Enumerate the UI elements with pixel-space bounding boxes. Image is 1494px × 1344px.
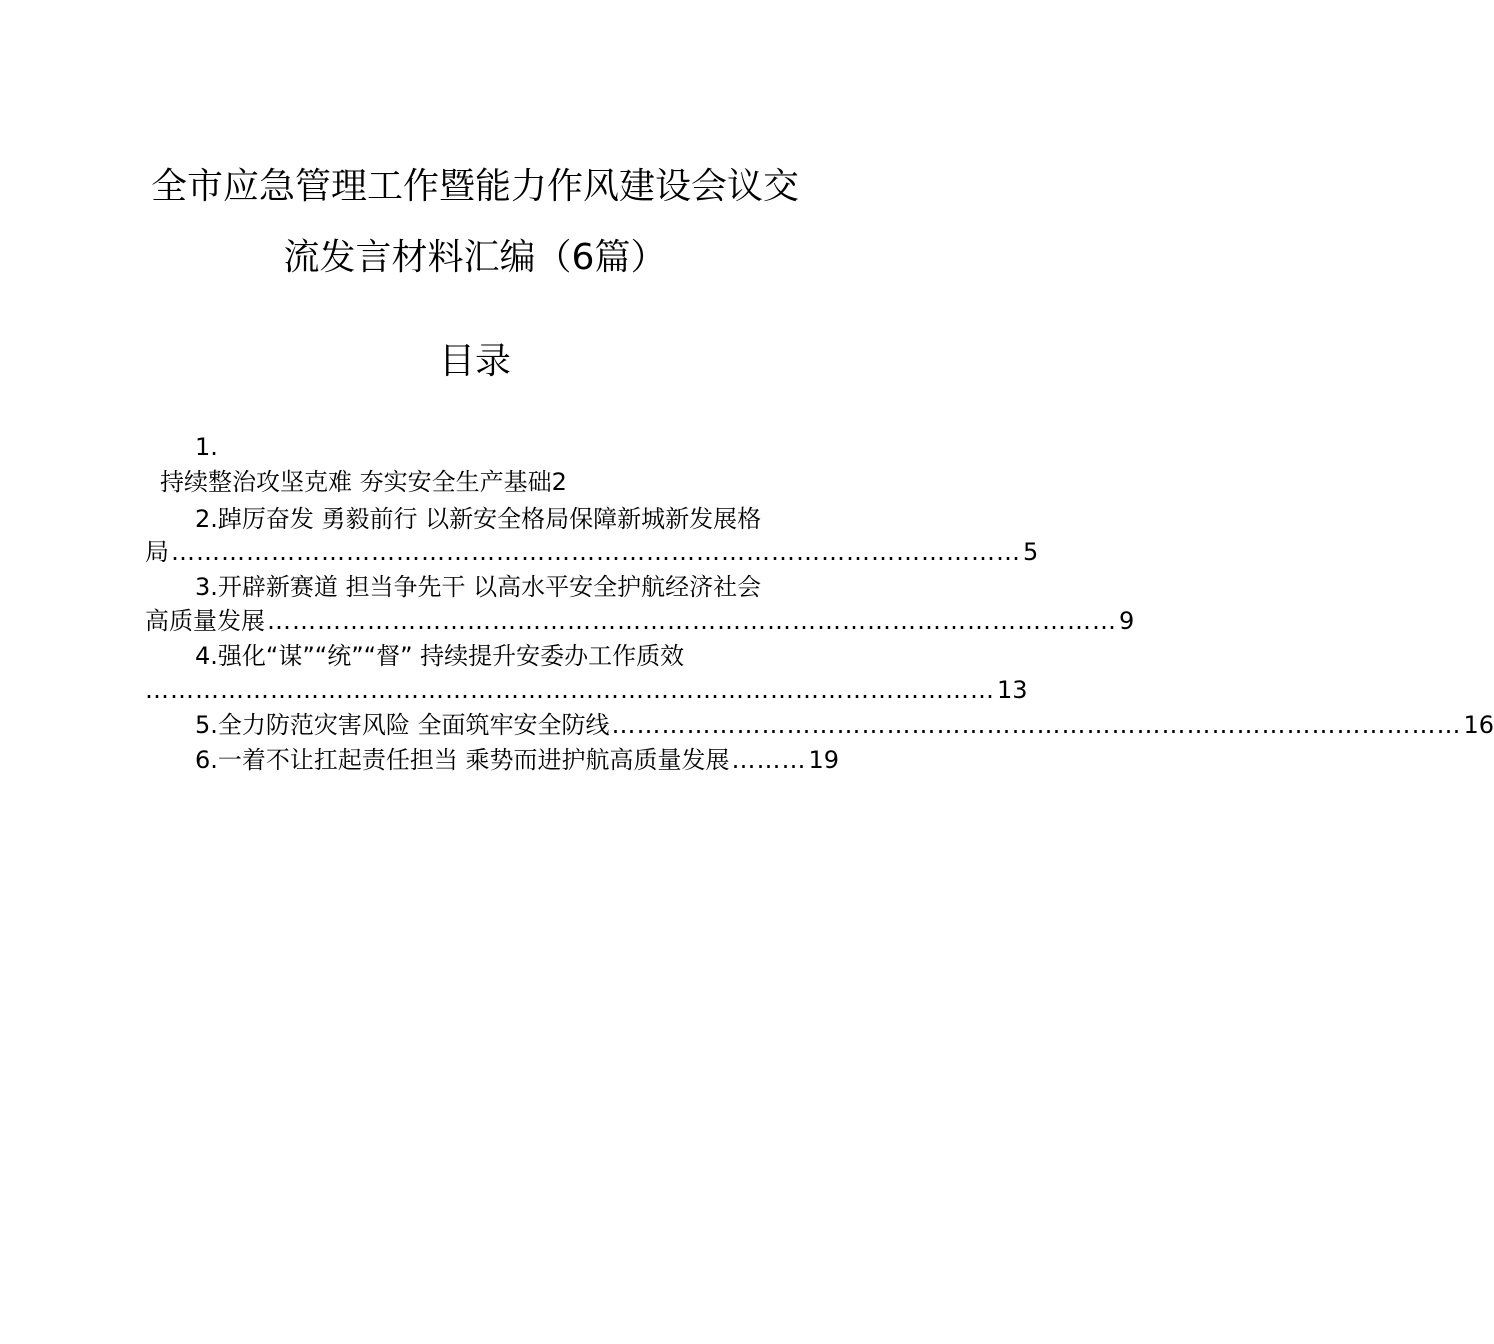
toc-entry-4-dot-leader: ………………………………………………………………………………………… xyxy=(145,676,995,704)
toc-entry-6-page: 19 xyxy=(808,746,840,774)
document-title-line-1: 全市应急管理工作暨能力作风建设会议交 xyxy=(150,166,799,207)
toc-entry-5-dot-leader: ………………………………………………………………………………………… xyxy=(611,711,1462,739)
toc-entry-2-line-1[interactable] xyxy=(145,502,805,536)
toc-entry-1-title-line[interactable] xyxy=(145,465,805,499)
toc-entry-6-title: 6.一着不让扛起责任担当 乘势而进护航高质量发展 xyxy=(195,746,730,774)
toc-entry-3-line-2[interactable] xyxy=(145,604,1135,638)
toc-entry-2-line-2[interactable] xyxy=(145,535,1039,569)
toc-entry-2-dot-leader: ………………………………………………………………………………………… xyxy=(171,538,1021,566)
toc-entry-2-page: 5 xyxy=(1023,538,1039,566)
toc-entry-1-number: 1. xyxy=(195,433,218,461)
toc-entry-3-page: 9 xyxy=(1119,607,1135,635)
toc-entry-1-page: 2 xyxy=(551,468,567,496)
toc-entry-4-title: 4.强化“谋”“统”“督” 持续提升安委办工作质效 xyxy=(195,642,685,670)
toc-entry-5-line[interactable] xyxy=(145,708,1494,742)
toc-entry-3-dot-leader: ………………………………………………………………………………………… xyxy=(267,607,1117,635)
toc-entry-5-title: 5.全力防范灾害风险 全面筑牢安全防线 xyxy=(195,711,610,739)
toc-entry-4-page: 13 xyxy=(997,676,1028,704)
toc-entry-1-number-line[interactable] xyxy=(145,430,805,464)
toc-entry-6-dot-leader: ……… xyxy=(731,746,807,774)
toc-entry-3-title-part-1: 3.开辟新赛道 担当争先干 以高水平安全护航经济社会 xyxy=(195,573,762,601)
toc-entry-3-line-1[interactable] xyxy=(145,570,805,604)
toc-entry-5-page: 16 xyxy=(1463,711,1494,739)
toc-entry-1-title: 持续整治攻坚克难 夯实安全生产基础 xyxy=(160,468,552,496)
toc-entry-6-line[interactable] xyxy=(145,743,840,777)
toc-entry-4-line-2[interactable] xyxy=(145,673,1028,707)
toc-entry-2-title-part-2: 局 xyxy=(145,538,169,566)
document-title-line-2: 流发言材料汇编（6篇） xyxy=(283,237,667,278)
toc-entry-2-title-part-1: 2.踔厉奋发 勇毅前行 以新安全格局保障新城新发展格 xyxy=(195,505,762,533)
toc-entry-4-line-1[interactable] xyxy=(145,639,805,673)
toc-entry-3-title-part-2: 高质量发展 xyxy=(145,607,265,635)
toc-heading: 目录 xyxy=(438,341,511,382)
